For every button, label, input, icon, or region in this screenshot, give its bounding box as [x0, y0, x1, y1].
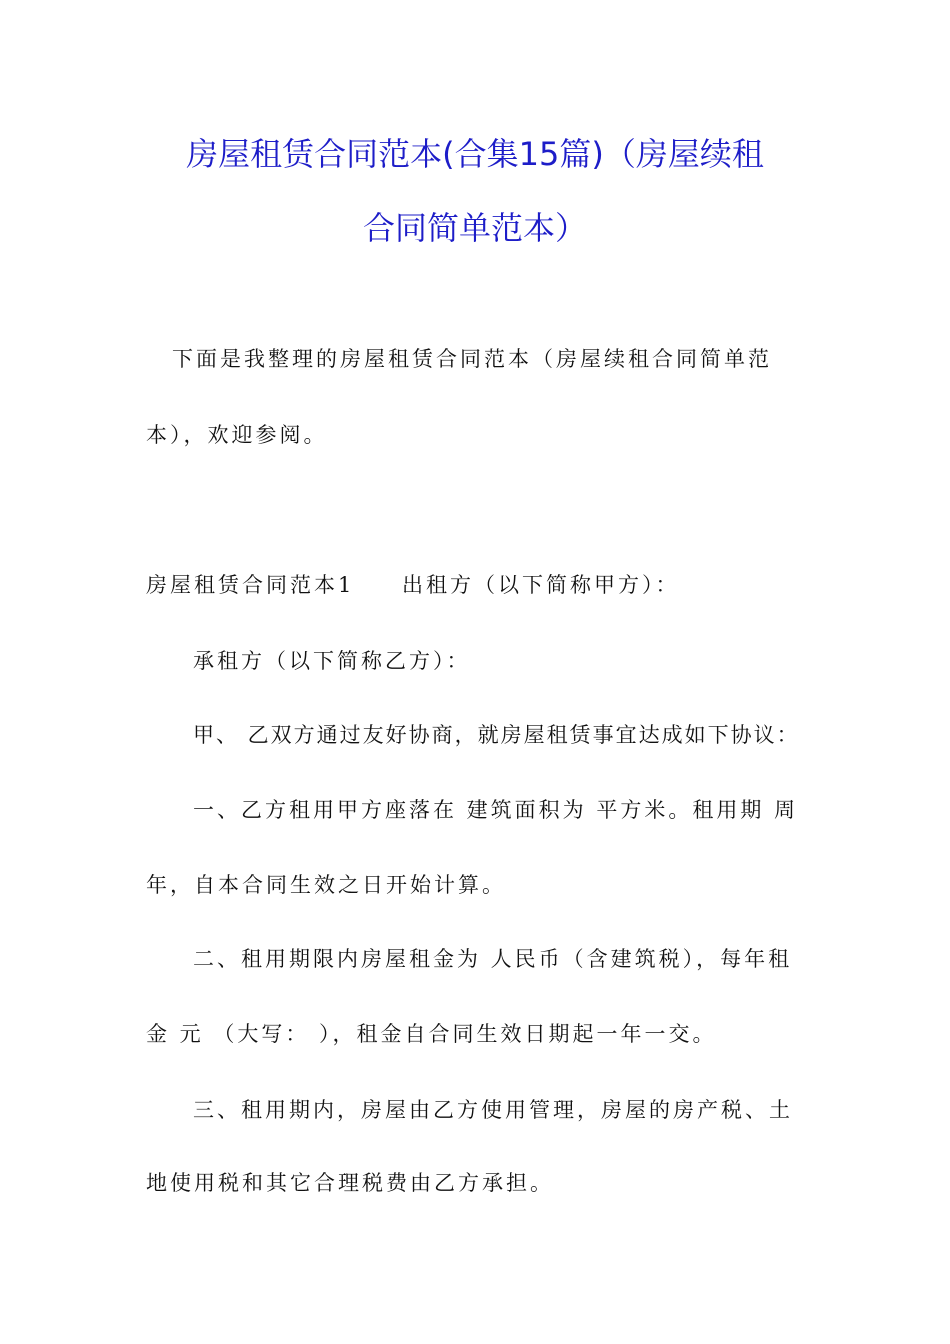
clause-2-line-1: 二、租用期限内房屋租金为 人民币（含建筑税），每年租: [193, 947, 793, 971]
intro-line-2: 本），欢迎参阅。: [146, 423, 328, 447]
clause-1-line-2: 年，自本合同生效之日开始计算。: [146, 873, 506, 897]
lessee-line: 承租方（以下简称乙方）：: [193, 649, 471, 673]
clause-1-line-1: 一、乙方租用甲方座落在 建筑面积为 平方米。租用期 周: [193, 798, 799, 822]
document-title-line-2: 合同简单范本）: [362, 209, 587, 247]
document-title-line-1: 房屋租赁合同范本(合集15篇)（房屋续租: [186, 135, 764, 173]
clause-2-line-2: 金 元 （大写： ），租金自合同生效日期起一年一交。: [146, 1022, 717, 1046]
agreement-line: 甲、 乙双方通过友好协商，就房屋租赁事宜达成如下协议：: [193, 723, 800, 747]
clause-3-line-2: 地使用税和其它合理税费由乙方承担。: [146, 1171, 554, 1195]
section-heading: 房屋租赁合同范本1: [146, 573, 355, 597]
lessor-line: 出租方（以下简称甲方）：: [402, 573, 680, 597]
clause-3-line-1: 三、租用期内，房屋由乙方使用管理，房屋的房产税、土: [193, 1098, 793, 1122]
intro-line-1: 下面是我整理的房屋租赁合同范本（房屋续租合同简单范: [172, 347, 772, 371]
